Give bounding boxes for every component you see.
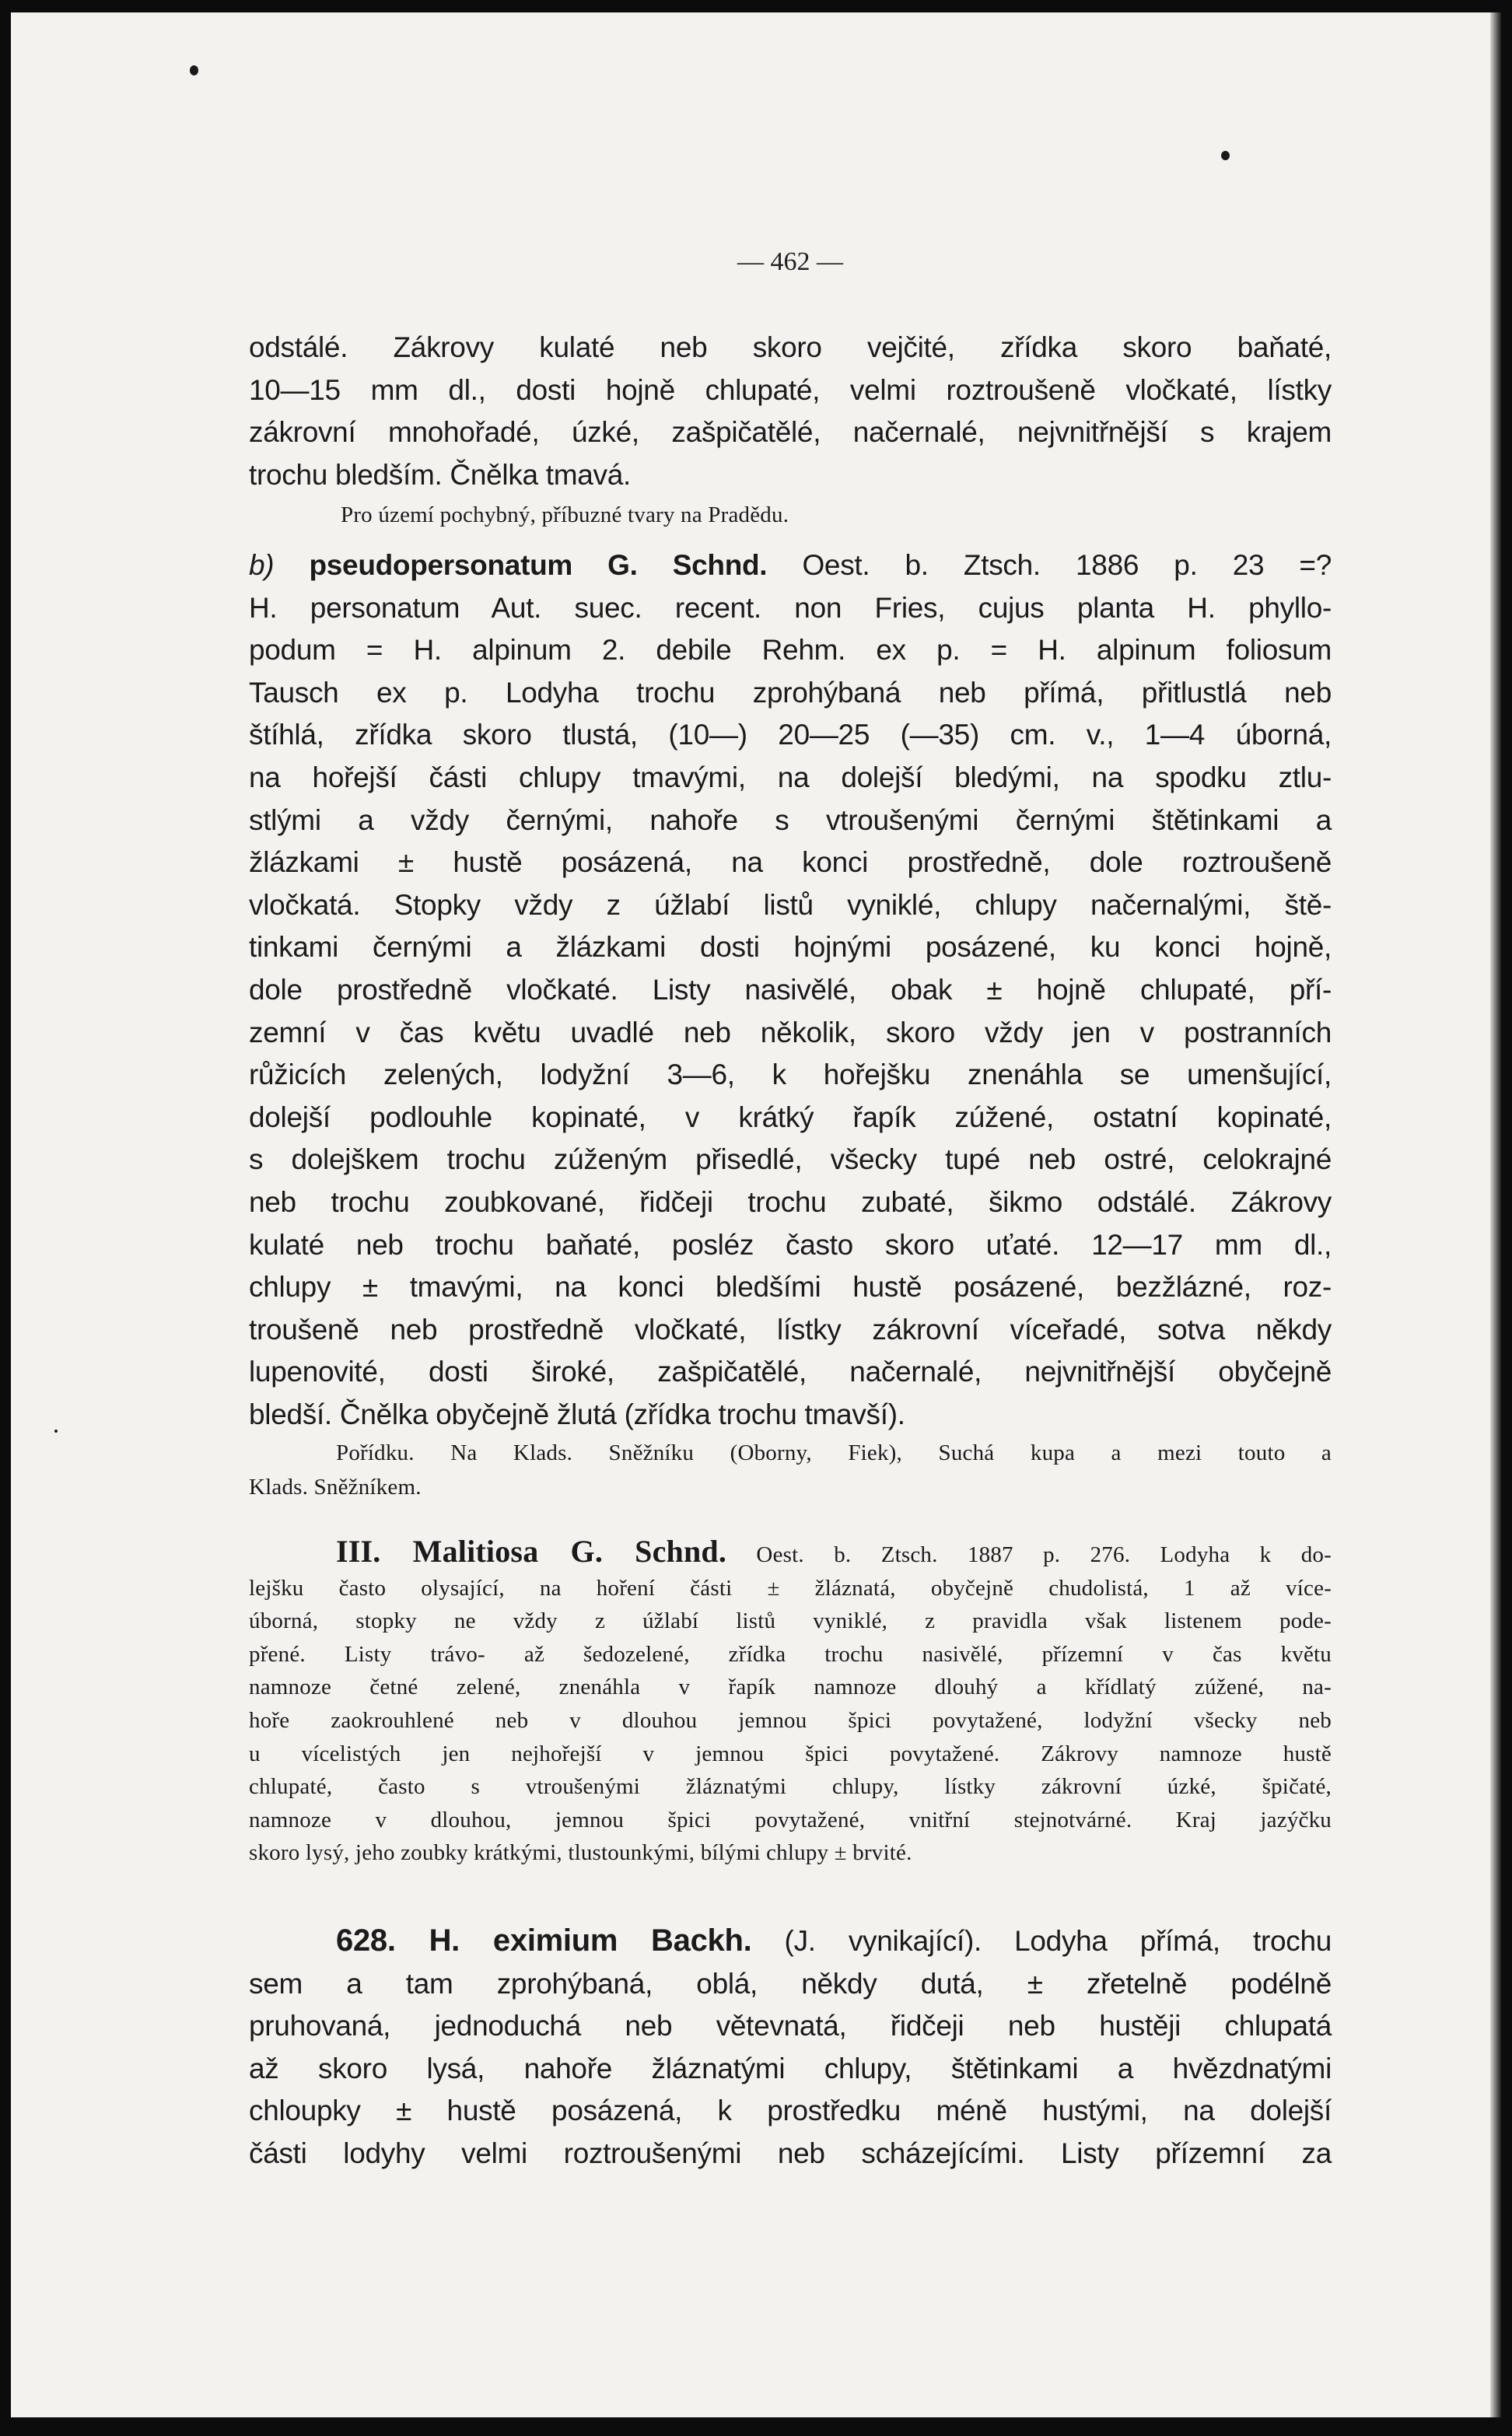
text-line: troušeně neb prostředně vločkaté, lístky zákrovní víceřadé, sotva někdy	[249, 1313, 1332, 1346]
group-heading: III. Malitiosa G. Schnd.	[336, 1534, 727, 1569]
text-line: lupenovité, dosti široké, zašpičatělé, načernalé, nejvnitřnější obyčejně	[249, 1356, 1332, 1388]
text-line: H. personatum Aut. suec. recent. non Fries, cujus planta H. phyllo-	[249, 591, 1332, 624]
text-line: pruhovaná, jednoduchá neb větevnatá, řidčeji neb hustěji chlupatá	[249, 2010, 1332, 2042]
entry-label: b)	[249, 549, 275, 581]
scanned-page	[11, 12, 1501, 2417]
text-line: zákrovní mnohořadé, úzké, zašpičatělé, načernalé, nejvnitřnější s krajem	[249, 416, 1332, 449]
entry-heading-line	[249, 544, 1332, 587]
subspecies-entry-pseudopersonatum	[249, 544, 1332, 1504]
text-line: štíhlá, zřídka skoro tlustá, (10—) 20—25 (—35) cm. v., 1—4 úborná,	[249, 719, 1332, 751]
text-line: Tausch ex p. Lodyha trochu zprohýbaná neb přímá, přitlustlá neb	[249, 676, 1332, 709]
text-line: zemní v čas květu uvadlé neb několik, skoro vždy jen v postranních	[249, 1016, 1332, 1048]
text-line: Oest. b. Ztsch. 1887 p. 276. Lodyha k do-	[726, 1542, 1332, 1567]
text-line: chlupaté, často s vtroušenými žláznatými chlupy, lístky zákrovní úzké, špičaté,	[249, 1774, 1332, 1800]
text-line: odstálé. Zákrovy kulaté neb skoro vejčité, zřídka skoro baňaté,	[249, 331, 1332, 363]
text-line: s dolejškem trochu zúženým přisedlé, všecky tupé neb ostré, celokrajné	[249, 1143, 1332, 1176]
text-line: kulaté neb trochu baňaté, posléz často skoro uťaté. 12—17 mm dl.,	[249, 1228, 1332, 1261]
group-entry-malitiosa	[249, 1535, 1332, 1870]
note-line: Pořídku. Na Klads. Sněžníku (Oborny, Fiek), Suchá kupa a mezi touto a	[336, 1440, 1332, 1466]
text-line: lejšku často olysající, na hoření části ± žláznatá, obyčejně chudolistá, 1 až více-	[249, 1575, 1332, 1601]
entry-heading-line	[249, 1920, 1332, 1963]
page-number: — 462 —	[737, 247, 843, 276]
text-line: chlupy ± tmavými, na konci bledšími hustě posázené, bezžlázné, roz-	[249, 1271, 1332, 1304]
text-line: úborná, stopky ne vždy z úžlabí listů vyniklé, z pravidla však listenem pode-	[249, 1608, 1332, 1634]
text-line: tinkami černými a žlázkami dosti hojnými posázené, ku konci hojně,	[249, 931, 1332, 964]
text-block	[249, 544, 1332, 1436]
text-line: Oest. b. Ztsch. 1886 p. 23 =?	[767, 549, 1332, 581]
text-line: sem a tam zprohýbaná, oblá, někdy dutá, ± zřetelně podélně	[249, 1967, 1332, 2000]
text-line: vločkatá. Stopky vždy z úžlabí listů vyniklé, chlupy načernalými, ště-	[249, 888, 1332, 921]
text-line: bledší. Čnělka obyčejně žlutá (zřídka trochu tmavší).	[249, 1398, 905, 1430]
text-line: neb trochu zoubkované, řidčeji trochu zubaté, šikmo odstálé. Zákrovy	[249, 1185, 1332, 1218]
text-block	[249, 1535, 1332, 1870]
distribution-note	[249, 1436, 1332, 1504]
text-line: růžicích zelených, lodyžní 3—6, k hořejšku znenáhla se umenšující,	[249, 1059, 1332, 1091]
entry-heading-line	[249, 1535, 1332, 1572]
text-line: přené. Listy trávo- až šedozelené, zřídka trochu nasivělé, přízemní v čas květu	[249, 1641, 1332, 1667]
text-line: skoro lysý, jeho zoubky krátkými, tlustounkými, bílými chlupy ± brvité.	[249, 1840, 912, 1866]
text-line: namnoze četné zelené, znenáhla v řapík namnoze dlouhý a křídlatý zúžené, na-	[249, 1675, 1332, 1700]
text-line: stlými a vždy černými, nahoře s vtroušenými černými štětinkami a	[249, 803, 1332, 836]
text-line: trochu bledším. Čnělka tmavá.	[249, 458, 632, 491]
text-line: namnoze v dlouhou, jemnou špici povytažené, vnitřní stejnotvárné. Kraj jazýčku	[249, 1807, 1332, 1832]
scan-speck	[190, 65, 198, 75]
species-heading: 628. H. eximium Backh.	[336, 1923, 752, 1958]
text-line: chloupky ± hustě posázená, k prostředku méně hustými, na dolejší	[249, 2095, 1332, 2127]
text-block	[249, 1920, 1332, 2175]
page-edge-shadow	[1490, 12, 1501, 2417]
text-line: 10—15 mm dl., dosti hojně chlupaté, velmi roztroušeně vločkaté, lístky	[249, 373, 1332, 406]
taxon-name: pseudopersonatum G. Schnd.	[309, 549, 768, 581]
scan-speck	[1221, 151, 1230, 160]
text-line: až skoro lysá, nahoře žláznatými chlupy, štětinkami a hvězdnatými	[249, 2052, 1332, 2084]
text-line: u vícelistých jen nejhořejší v jemnou špici povytažené. Zákrovy namnoze hustě	[249, 1741, 1332, 1766]
species-entry-eximium	[249, 1920, 1332, 2175]
distribution-note	[249, 498, 1332, 532]
text-line: žlázkami ± hustě posázená, na konci prostředně, dole roztroušeně	[249, 846, 1332, 879]
text-line: podum = H. alpinum 2. debile Rehm. ex p. = H. alpinum foliosum	[249, 634, 1332, 667]
text-line: části lodyhy velmi roztroušenými neb scházejícími. Listy přízemní za	[249, 2137, 1332, 2169]
text-line: dolejší podlouhle kopinaté, v krátký řapík zúžené, ostatní kopinaté,	[249, 1101, 1332, 1133]
note-line: Klads. Sněžníkem.	[249, 1475, 422, 1500]
text-block	[249, 327, 1332, 496]
note-line: Pro území pochybný, příbuzné tvary na Pradědu.	[341, 502, 789, 528]
text-line: (J. vynikající). Lodyha přímá, trochu	[751, 1925, 1332, 1957]
paragraph-continuation	[249, 327, 1332, 532]
text-line: hoře zaokrouhlené neb v dlouhou jemnou špici povytažené, lodyžní všecky neb	[249, 1707, 1332, 1733]
scan-speck	[54, 1430, 58, 1433]
text-line: dole prostředně vločkaté. Listy nasivělé, obak ± hojně chlupaté, pří-	[249, 973, 1332, 1006]
text-line: na hořejší části chlupy tmavými, na dolejší bledými, na spodku ztlu-	[249, 761, 1332, 793]
